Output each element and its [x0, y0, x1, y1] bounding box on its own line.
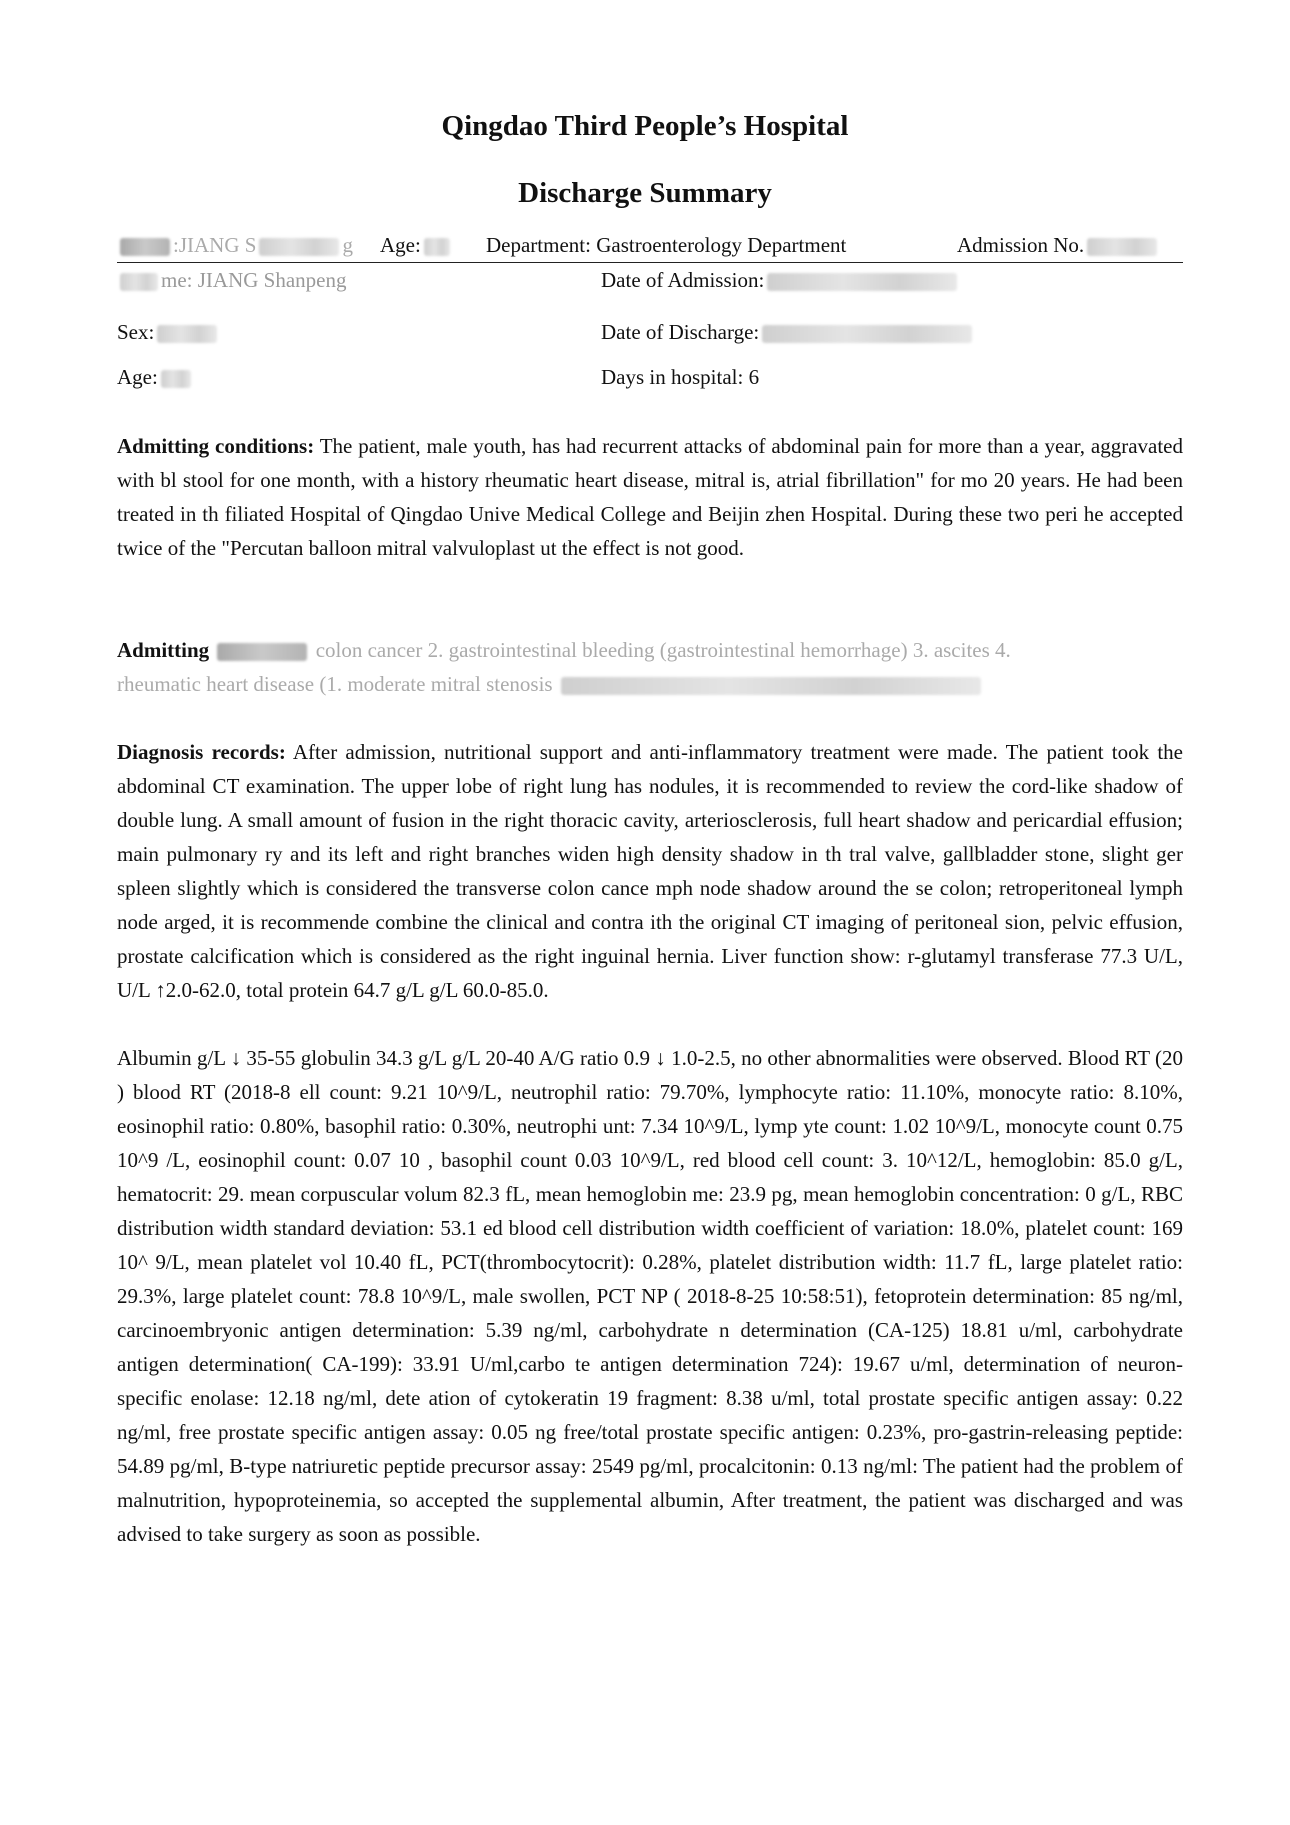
- redacted-block: [157, 325, 217, 343]
- header-admission-no: [957, 233, 1160, 258]
- date-of-admission-label: Date of Admission:: [601, 268, 765, 292]
- hospital-name: Qingdao Third People’s Hospital: [441, 110, 849, 142]
- date-of-discharge-label: Date of Discharge:: [601, 320, 760, 344]
- date-of-discharge: [601, 320, 975, 345]
- header-name-partial: :JIANG S: [173, 233, 257, 257]
- redacted-block: [561, 677, 981, 695]
- diagnosis-records-text: After admission, nutritional support and anti-inflammatory treatment were made. The patient took the abdominal CT examination. The upper lobe of right lung has nodules, it is recommended to review the cord-like shadow of double lung. A small amount of fusion in the right thoracic cavity, arteriosclerosis, full heart shadow and pericardial effusion; main pulmonary ry and its left and right branches widen high density shadow in th tral valve, gallbladder stone, slight ger spleen slightly which is considered the transverse colon cance mph node shadow around the se colon; retroperitoneal lymph node arged, it is recommende combine the clinical and contra ith the original CT imaging of peritoneal sion, pelvic effusion, prostate calcification which is considered as the right inguinal hernia. Liver function show: r-glutamyl transferase 77.3 U/L, U/L ↑2.0-62.0, total protein 64.7 g/L g/L 60.0-85.0.: [117, 740, 1184, 1002]
- patient-name: [117, 268, 346, 293]
- admitting-conditions-label: Admitting conditions:: [117, 434, 315, 458]
- admitting-diagnosis-text-1: colon cancer 2. gastrointestinal bleeding (gastrointestinal hemorrhage) 3. ascites 4.: [315, 638, 1011, 662]
- header-department: Department: Gastroenterology Department: [486, 233, 847, 257]
- redacted-block: [424, 238, 450, 256]
- admitting-diagnosis-label: Admitting: [117, 638, 210, 662]
- header-age: [380, 233, 453, 258]
- header-name-suffix: g: [342, 233, 353, 257]
- document-title: Discharge Summary: [518, 177, 772, 209]
- redacted-block: [259, 238, 339, 256]
- patient-age: [117, 365, 194, 390]
- admitting-diagnosis: [117, 633, 1183, 701]
- redacted-block: [217, 643, 307, 661]
- redacted-block: [120, 273, 158, 291]
- redacted-block: [161, 370, 191, 388]
- header-name: [117, 233, 353, 258]
- admitting-diagnosis-text-2: rheumatic heart disease (1. moderate mitral stenosis: [117, 672, 553, 696]
- admitting-conditions: [117, 429, 1183, 565]
- date-of-admission: [601, 268, 960, 293]
- patient-sex: [117, 320, 220, 345]
- sex-label: Sex:: [117, 320, 155, 344]
- admitting-conditions-text: The patient, male youth, has had recurrent attacks of abdominal pain for more than a year, aggravated with bl stool for one month, with a history rheumatic heart disease, mitral is, atrial fibrillation" for mo 20 years. He had been treated in th filiated Hospital of Qingdao Unive Medical College and Beijin zhen Hospital. During these two peri he accepted twice of the "Percutan balloon mitral valvuloplast ut the effect is not good.: [117, 434, 1184, 560]
- redacted-block: [1087, 238, 1157, 256]
- admission-no-label: Admission No.: [957, 233, 1085, 257]
- patient-name-text: me: JIANG Shanpeng: [161, 268, 347, 292]
- age-label: Age:: [117, 365, 158, 389]
- days-in-hospital: Days in hospital: 6: [601, 365, 760, 389]
- header-divider: [117, 262, 1183, 263]
- redacted-block: [762, 325, 972, 343]
- diagnosis-records: [117, 735, 1183, 1007]
- lab-results: Albumin g/L ↓ 35-55 globulin 34.3 g/L g/L 20-40 A/G ratio 0.9 ↓ 1.0-2.5, no other abnormalities were observed. Blood RT (20 ) blood RT (2018-8 ell count: 9.21 10^9/L, neutrophil ratio: 79.70%, lymphocyte ratio: 11.10%, monocyte ratio: 8.10%, eosinophil ratio: 0.80%, basophil ratio: 0.30%, neutrophi unt: 7.34 10^9/L, lymp yte count: 1.02 10^9/L, monocyte count 0.75 10^9 /L, eosinophil count: 0.07 10 , basophil count 0.03 10^9/L, red blood cell count: 3. 10^12/L, hemoglobin: 85.0 g/L, hematocrit: 29. mean corpuscular volum 82.3 fL, mean hemoglobin me: 23.9 pg, mean hemoglobin concentration: 0 g/L, RBC distribution width standard deviation: 53.1 ed blood cell distribution width coefficient of variation: 18.0%, platelet count: 169 10^ 9/L, mean platelet vol 10.40 fL, PCT(thrombocytocrit): 0.28%, platelet distribution width: 11.7 fL, large platelet ratio: 29.3%, large platelet count: 78.8 10^9/L, male swollen, PCT NP ( 2018-8-25 10:58:51), fetoprotein determination: 85 ng/ml, carcinoembryonic antigen determination: 5.39 ng/ml, carbohydrate n determination (CA-125) 18.81 u/ml, carbohydrate antigen determination( CA-199): 33.91 U/ml,carbo te antigen determination 724): 19.67 u/ml, determination of neuron-specific enolase: 12.18 ng/ml, dete ation of cytokeratin 19 fragment: 8.38 u/ml, total prostate specific antigen assay: 0.22 ng/ml, free prostate specific antigen assay: 0.05 ng free/total prostate specific antigen: 0.23%, pro-gastrin-releasing peptide: 54.89 pg/ml, B-type natriuretic peptide precursor assay: 2549 pg/ml, procalcitonin: 0.13 ng/ml: The patient had the problem of malnutrition, hypoproteinemia, so accepted the supplemental albumin, After treatment, the patient was discharged and was advised to take surgery as soon as possible.: [117, 1046, 1183, 1546]
- redacted-block: [120, 238, 170, 256]
- header-age-label: Age:: [380, 233, 421, 257]
- redacted-block: [767, 273, 957, 291]
- diagnosis-records-label: Diagnosis records:: [117, 740, 286, 764]
